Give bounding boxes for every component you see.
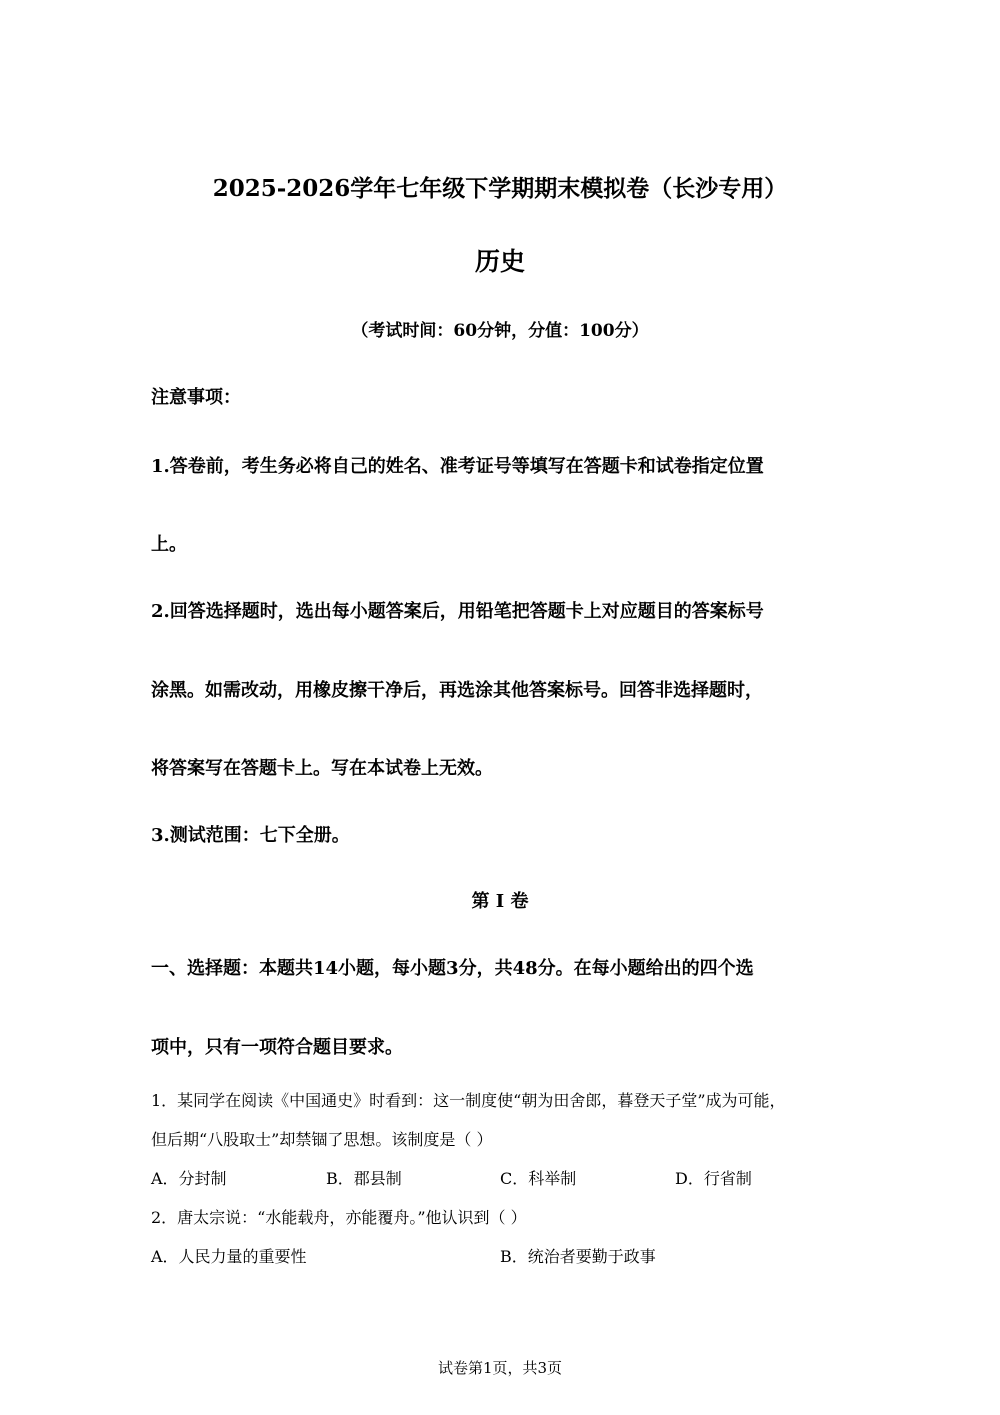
question-2-option-b: B．统治者要勤于政事 xyxy=(500,1247,656,1266)
subject-title: 历史 xyxy=(474,247,525,276)
question-2-option-a: A．人民力量的重要性 xyxy=(151,1247,307,1266)
notice-item-2-line-3: 将答案写在答题卡上。写在本试卷上无效。 xyxy=(151,758,493,779)
question-1-stem-line-1: 1．某同学在阅读《中国通史》时看到：这一制度使“朝为田舍郎，暮登天子堂”成为可能， xyxy=(151,1091,786,1110)
page-footer: 试卷第1页，共3页 xyxy=(437,1359,563,1377)
question-1-option-b: B．郡县制 xyxy=(326,1169,402,1188)
notice-item-1-line-1: 1.答卷前，考生务必将自己的姓名、准考证号等填写在答题卡和试卷指定位置 xyxy=(151,456,764,477)
question-1-option-a: A．分封制 xyxy=(151,1169,227,1188)
question-1-option-c: C．科举制 xyxy=(500,1169,577,1188)
notice-heading: 注意事项： xyxy=(151,387,241,408)
notice-item-3: 3.测试范围：七下全册。 xyxy=(151,825,350,846)
exam-title: 2025-2026学年七年级下学期期末模拟卷（长沙专用） xyxy=(212,175,788,202)
section-heading-line-1: 一、选择题：本题共14小题，每小题3分，共48分。在每小题给出的四个选 xyxy=(151,958,754,979)
part-label: 第 I 卷 xyxy=(471,891,529,912)
section-heading-line-2: 项中，只有一项符合题目要求。 xyxy=(151,1037,403,1058)
question-1-option-d: D．行省制 xyxy=(675,1169,752,1188)
notice-item-2-line-1: 2.回答选择题时，选出每小题答案后，用铅笔把答题卡上对应题目的答案标号 xyxy=(151,601,764,622)
notice-item-1-line-2: 上。 xyxy=(151,534,187,555)
notice-item-2-line-2: 涂黑。如需改动，用橡皮擦干净后，再选涂其他答案标号。回答非选择题时， xyxy=(151,680,763,701)
exam-info: （考试时间：60分钟，分值：100分） xyxy=(351,321,649,341)
question-2-stem: 2．唐太宗说：“水能载舟，亦能覆舟。”他认识到（ ） xyxy=(151,1208,527,1227)
question-1-stem-line-2: 但后期“八股取士”却禁锢了思想。该制度是（ ） xyxy=(151,1130,493,1149)
